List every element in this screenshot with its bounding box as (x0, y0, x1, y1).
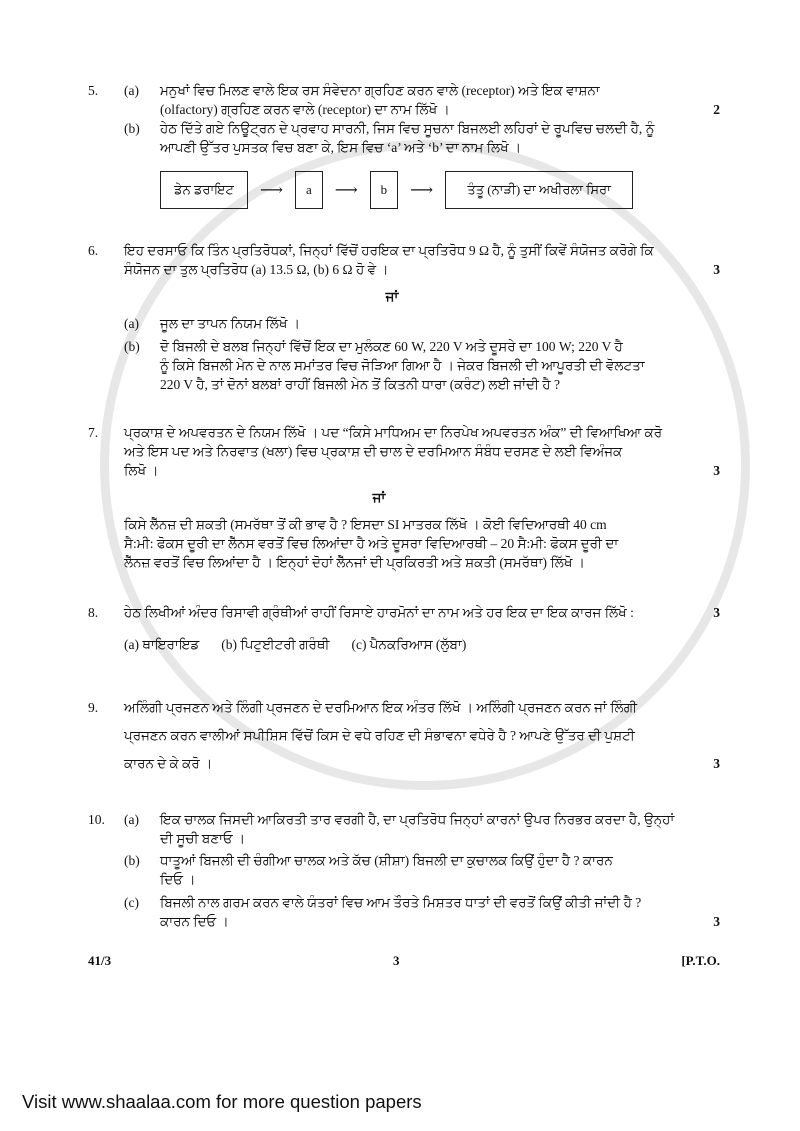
option-c: (c) ਪੈਨਕਰਿਆਸ (ਲੁੱਬਾ) (351, 637, 467, 652)
marks: 3 (713, 914, 720, 929)
text-line: ਕਾਰਨ ਦੇ ਕੇ ਕਰੋ । (124, 756, 213, 771)
text-line: ਸੈ:ਮੀ: ਫੋਕਸ ਦੂਰੀ ਦਾ ਲੈੱਨਸ ਵਰਤੋਂ ਵਿਚ ਲਿਆਂਦਾ ਹੈ ਅਤੇ ਦੂਸਰਾ ਵਿਦਿਆਰਥੀ – 20 ਸੈ:ਮੀ: ਫੋਕਸ ਦੂਰੀ ਦਾ (124, 536, 619, 551)
question-text (160, 81, 694, 119)
text-line: ਇਕ ਚਾਲਕ ਜਿਸਦੀ ਆਕਿਰਤੀ ਤਾਰ ਵਰਗੀ ਹੈ, ਦਾ ਪ੍ਰਤਿਰੋਧ ਜਿਨ੍ਹਾਂ ਕਾਰਨਾਂ ਉਪਰ ਨਿਰਭਰ ਕਰਦਾ ਹੈ, ਉਨ੍ਹਾਂ (160, 812, 675, 827)
part-b (124, 337, 720, 394)
question-body (124, 81, 720, 209)
text-line: ਦੋ ਬਿਜਲੀ ਦੇ ਬਲਬ ਜਿਨ੍ਹਾਂ ਵਿੱਚੋਂ ਇਕ ਦਾ ਮੁਲੰਕਣ 60 W, 220 V ਅਤੇ ਦੂਸਰੇ ਦਾ 100 W; 220 V ਹੈ (160, 339, 623, 354)
text-line: ਲੈੱਨਜ਼ ਵਰਤੋਂ ਵਿਚ ਲਿਆਂਦਾ ਹੈ । ਇਨ੍ਹਾਂ ਦੋਹਾਂ ਲੈੱਨਜਾਂ ਦੀ ਪ੍ਰਕਿਰਤੀ ਅਤੇ ਸ਼ਕਤੀ (ਸਮਰੱਥਾ) ਲਿੱਖੋ । (124, 555, 585, 570)
question-5 (88, 81, 720, 209)
text-line: ਬਿਜਲੀ ਨਾਲ ਗਰਮ ਕਰਨ ਵਾਲੇ ਯੰਤਰਾਂ ਵਿਚ ਆਮ ਤੌਰਤੇ ਮਿਸ਼ਤਰ ਧਾਤਾਂ ਦੀ ਵਰਤੋਂ ਕਿਉਂ ਕੀਤੀ ਜਾਂਦੀ ਹੈ ? (160, 895, 642, 910)
question-text (124, 694, 694, 778)
text-line: ਲਿਖੋ । (124, 463, 159, 478)
marks: 3 (713, 605, 720, 620)
marks: 3 (713, 463, 720, 478)
question-9 (88, 694, 720, 778)
part-label: (a) (124, 316, 139, 331)
question-number: 5. (88, 83, 99, 98)
text-line: ਦੀ ਸੂਚੀ ਬਣਾਓ । (160, 831, 246, 846)
question-text (124, 423, 694, 480)
part-label: (a) (124, 83, 139, 98)
question-text (160, 337, 694, 394)
text-line: 220 V ਹੈ, ਤਾਂ ਦੋਨਾਂ ਬਲਬਾਂ ਰਾਹੀਂ ਬਿਜਲੀ ਮੇਨ ਤੋਂ ਕਿਤਨੀ ਧਾਰਾ (ਕਰੰਟ) ਲਈ ਜਾਂਦੀ ਹੈ ? (160, 377, 561, 392)
part-label: (b) (124, 339, 140, 354)
part-a (124, 810, 694, 848)
part-label: (a) (124, 812, 139, 827)
part-c (124, 893, 694, 931)
text-line: ਮਨੁਖਾਂ ਵਿਚ ਮਿਲਣ ਵਾਲੇ ਇਕ ਰਸ ਸੰਵੇਦਨਾ ਗ੍ਰਹਿਣ ਕਰਨ ਵਾਲੇ (receptor) ਅਤੇ ਇਕ ਵਾਸ਼ਨਾ (160, 83, 600, 98)
text-line: ਅਲਿੰਗੀ ਪ੍ਰਜਣਨ ਅਤੇ ਲਿੰਗੀ ਪ੍ਰਜਣਨ ਦੇ ਦਰਮਿਆਨ ਇਕ ਅੰਤਰ ਲਿੱਖੋ । ਅਲਿੰਗੀ ਪ੍ਰਜਣਨ ਕਰਨ ਜਾਂ ਲਿੰਗੀ (124, 700, 638, 715)
page-footer (88, 953, 720, 969)
question-text (124, 603, 694, 622)
option-a: (a) ਥਾਇਰਾਇਡ (124, 637, 200, 652)
text-line: ਦਿਓ । (160, 872, 196, 887)
part-label: (b) (124, 853, 140, 868)
question-text (160, 810, 694, 848)
question-text (160, 851, 694, 889)
text-line: ਪ੍ਰਜਣਨ ਕਰਨ ਵਾਲੀਆਂ ਸਪੀਸ਼ਿਸ ਵਿੱਚੋਂ ਕਿਸ ਦੇ ਵਧੇ ਰਹਿਣ ਦੀ ਸੰਭਾਵਨਾ ਵਧੇਰੇ ਹੈ ? ਆਪਣੇ ਉੱਤਰ ਦੀ ਪੁਸ਼ਟੀ (124, 728, 635, 743)
question-number: 8. (88, 605, 99, 620)
text-line: ਜੂਲ ਦਾ ਤਾਪਨ ਨਿਯਮ ਲਿੱਖੋ । (160, 316, 300, 331)
arrow-icon: ⟶ (410, 182, 434, 199)
question-number: 6. (88, 243, 99, 258)
flow-diagram (160, 171, 720, 209)
options-row (88, 622, 720, 654)
flow-box-axon-end: ਤੰਤੂ (ਨਾੜੀ) ਦਾ ਅਖੀਰਲਾ ਸਿਰਾ (445, 171, 633, 209)
part-a (124, 81, 720, 119)
part-label: (b) (124, 121, 140, 136)
flow-box-a: a (295, 171, 323, 209)
question-8 (88, 603, 720, 654)
question-text (160, 314, 694, 333)
part-a (124, 314, 720, 333)
option-b: (b) ਪਿਟੁਈਟਰੀ ਗਰੰਥੀ (221, 637, 330, 652)
text-line: ਆਪਣੀ ਉੱਤਰ ਪੁਸਤਕ ਵਿਚ ਬਣਾ ਕੇ, ਇਸ ਵਿਚ ‘a’ ਅਤੇ ‘b’ ਦਾ ਨਾਮ ਲਿਖੋ । (160, 140, 522, 155)
paper-code: 41/3 (88, 953, 112, 968)
question-text (160, 893, 694, 931)
text-line: ਹੇਠ ਦਿੱਤੇ ਗਏ ਨਿਊਟ੍ਰਨ ਦੇ ਪ੍ਰਵਾਹ ਸਾਰਨੀ, ਜਿਸ ਵਿਚ ਸੂਚਨਾ ਬਿਜਲਈ ਲਹਿਰਾਂ ਦੇ ਰੂਪਵਿਚ ਚਲਦੀ ਹੈ, ਨੂੰ (160, 121, 655, 136)
arrow-icon: ⟶ (260, 182, 283, 199)
marks: 2 (713, 102, 720, 117)
text-line: ਸੰਯੋਜਨ ਦਾ ਤੁਲ ਪ੍ਰਤਿਰੋਧ (a) 13.5 Ω, (b) 6 Ω ਹੋ ਵੇ । (124, 262, 389, 277)
text-line: ਕਿਸੇ ਲੈੱਨਜ਼ ਦੀ ਸ਼ਕਤੀ (ਸਮਰੱਥਾ ਤੋਂ ਕੀ ਭਾਵ ਹੈ ? ਇਸਦਾ SI ਮਾਤਰਕ ਲਿੱਖੋ । ਕੋਈ ਵਿਦਿਆਰਥੀ 40 cm (124, 517, 607, 532)
question-text (160, 119, 694, 157)
text-line: ਧਾਤੂਆਂ ਬਿਜਲੀ ਦੀ ਚੰਗੀਆ ਚਾਲਕ ਅਤੇ ਕੱਚ (ਸ਼ੀਸ਼ਾ) ਬਿਜਲੀ ਦਾ ਕੁਚਾਲਕ ਕਿਉਂ ਹੁੰਦਾ ਹੈ ? ਕਾਰਨ (160, 853, 613, 868)
text-line: (olfactory) ਗ੍ਰਹਿਣ ਕਰਨ ਵਾਲੇ (receptor) ਦਾ ਨਾਮ ਲਿੱਖੋ । (160, 102, 450, 117)
flow-box-dendrite: ਡੇਨ ਡਰਾਇਟ (160, 171, 248, 209)
options (124, 635, 694, 654)
part-b (124, 119, 720, 157)
part-b (124, 851, 694, 889)
question-number: 10. (88, 812, 105, 827)
marks: 3 (713, 262, 720, 277)
arrow-icon: ⟶ (334, 182, 358, 199)
marks: 3 (713, 756, 720, 771)
question-10 (88, 810, 720, 931)
question-number: 7. (88, 425, 99, 440)
question-text (124, 241, 694, 279)
question-body (124, 810, 694, 931)
flow-box-b: b (370, 171, 399, 209)
question-number: 9. (88, 700, 99, 715)
alternative-body (124, 279, 720, 394)
alternative-block (88, 480, 720, 572)
text-line: ਇਹ ਦਰਸਾਓ ਕਿ ਤਿੰਨ ਪ੍ਰਤਿਰੋਧਕਾਂ, ਜਿਨ੍ਹਾਂ ਵਿੱਚੋਂ ਹਰਇਕ ਦਾ ਪ੍ਰਤਿਰੋਧ 9 Ω ਹੈ, ਨੂੰ ਤੁਸੀਂ ਕਿਵੇਂ ਸੰਯੋਜਤ ਕਰੋਗੇ ਕਿ (124, 243, 654, 258)
alternative-block (88, 279, 720, 394)
part-label: (c) (124, 895, 139, 910)
text-line: ਅਤੇ ਇਸ ਪਦ ਅਤੇ ਨਿਰਵਾਤ (ਖਲਾ) ਵਿਚ ਪ੍ਰਕਾਸ਼ ਦੀ ਚਾਲ ਦੇ ਦਰਮਿਆਨ ਸੰਬੰਧ ਦਰਸਣ ਦੇ ਲਈ ਵਿਅੰਜਕ (124, 444, 623, 459)
or-label: ਜਾਂ (385, 289, 399, 304)
question-7 (88, 423, 720, 572)
page-number: 3 (392, 953, 400, 968)
text-line: ਹੇਠ ਲਿਖੀਆਂ ਅੰਦਰ ਰਿਸਾਵੀ ਗ੍ਰੰਥੀਆਂ ਰਾਹੀਂ ਰਿਸਾਏ ਹਾਰਮੋਨਾਂ ਦਾ ਨਾਮ ਅਤੇ ਹਰ ਇਕ ਦਾ ਇਕ ਕਾਰਜ ਲਿੱਖੋ : (124, 605, 634, 620)
or-label: ਜਾਂ (372, 490, 386, 505)
pto-label: [P.T.O. (681, 953, 720, 968)
text-line: ਨੂੰ ਕਿਸੇ ਬਿਜਲੀ ਮੇਨ ਦੇ ਨਾਲ ਸਮਾਂਤਰ ਵਿਚ ਜੋੜਿਆ ਗਿਆ ਹੈ । ਜੇਕਰ ਬਿਜਲੀ ਦੀ ਆਪੂਰਤੀ ਦੀ ਵੋਲਟਤਾ (160, 358, 645, 373)
text-line: ਪ੍ਰਕਾਸ਼ ਦੇ ਅਪਵਰਤਨ ਦੇ ਨਿਯਮ ਲਿੱਖੋ । ਪਦ “ਕਿਸੇ ਮਾਧਿਅਮ ਦਾ ਨਿਰਪੇਖ ਅਪਵਰਤਨ ਅੰਕ” ਦੀ ਵਿਆਖਿਆ ਕਰੋ (124, 425, 663, 440)
text-line: ਕਾਰਨ ਦਿਓ । (160, 914, 229, 929)
visit-link[interactable]: Visit www.shaalaa.com for more question papers (22, 1091, 422, 1112)
alternative-body (124, 480, 694, 572)
question-6 (88, 241, 720, 394)
